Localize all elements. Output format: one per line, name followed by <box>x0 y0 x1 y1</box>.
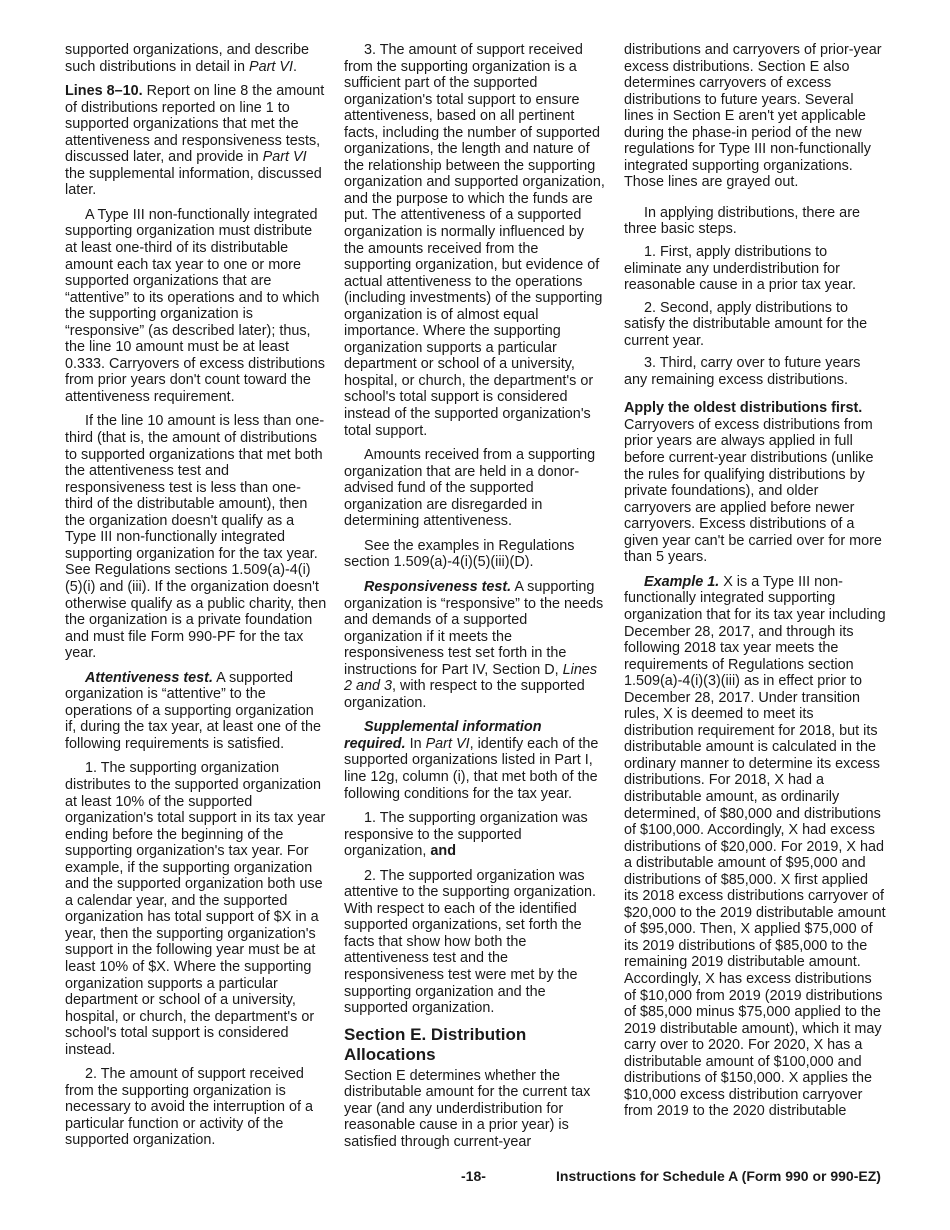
list-item: 1. The supporting organization distributes to the supported organization at least 10% of the supported organization's total support in its tax year ending before the beginning of the supporting organization's tax year. For example, if the supporting organization and the supported organization both use a calendar year, and the supported organization has total support of $X in a year, then the supporting organization's support in the following year must be at least 10% of $X. Where the supporting organization supports a particular department or school of a university, hospital, or church, the department's or school's total support is considered instead. <box>65 760 326 1058</box>
paragraph: In applying distributions, there are three basic steps. <box>624 204 860 238</box>
heading-responsiveness-test: Responsiveness test. <box>364 578 512 595</box>
list-item: 3. Third, carry over to future years any remaining excess distributions. <box>624 355 861 388</box>
heading-example-1: Example 1. <box>644 573 720 590</box>
paragraph-lines-8-10: Lines 8–10. Report on line 8 the amount of distributions reported on line 1 to supported organizations that met the attentiveness and responsiveness tests, discussed later, and provide in Part VI the supplemental information, discussed later. <box>65 83 325 199</box>
paragraph: A Type III non-functionally integrated supporting organization must distribute at least one-third of its distributable amount each tax year to one or more supported organizations that are “attentive” to its operations and to which the supporting organization is “responsive” (as described later); thus, the line 10 amount must be at least 0.333. Carryovers of excess distributions from prior years don't count toward the attentiveness requirement. <box>65 206 325 405</box>
paragraph-responsiveness: Responsiveness test. A supporting organization is “responsive” to the needs and demands of a supported organization if it meets the responsiveness test set forth in the instructions for Part IV, Section D, Lines 2 and 3, with respect to the supported organization. <box>344 578 604 711</box>
heading-apply-oldest: Apply the oldest distributions first. <box>624 400 863 417</box>
heading-supplemental-information: Supplemental information required. <box>344 719 542 752</box>
paragraph-attentiveness: Attentiveness test. A supported organization is “attentive” to the operations of a supporting organization if, during the tax year, at least one of the following requirements is satisfied. <box>65 669 321 752</box>
list-item: 1. First, apply distributions to eliminate any underdistribution for reasonable cause in a prior tax year. <box>624 244 856 294</box>
list-item: 2. Second, apply distributions to satisfy the distributable amount for the current year. <box>624 299 868 349</box>
page-number: -18- <box>461 1168 486 1184</box>
column-1 <box>65 42 327 1157</box>
paragraph: distributions and carryovers of prior-year excess distributions. Section E also determines carryovers of excess distributions to future years. Several lines in Section E aren't yet applicable during the phase-in period of the new regulations for Type III non-functionally integrated supporting organizations. Those lines are grayed out. <box>624 42 882 191</box>
paragraph: See the examples in Regulations section 1.509(a)-4(i)(5)(iii)(D). <box>344 537 575 571</box>
paragraph-example: Example 1. X is a Type III non-functionally integrated supporting organization that for its tax year including December 28, 2017, and through its following 2018 tax year meets the requirements of Regulations section 1.509(a)-4(i)(3)(iii) as in effect prior to December 28, 2017. Under transition rules, X is deemed to meet its distribution requirement for 2018, but its distributable amount is calculated in the ordinary manner to determine its excess distributions. For 2018, X had a distributable amount, as ordinarily determined, of $80,000 and distributions of $100,000. Accordingly, X had excess distributions of $20,000. For 2019, X had a distributable amount of $95,000 and distributions of $85,000. X first applied its 2018 excess distributions carryover of $20,000 to the 2019 distributable amount of $95,000. Then, X applied $75,000 of its 2019 distributions of $85,000 to the remaining 2019 distributable amount. Accordingly, X has excess distributions of $10,000 from 2019 (2019 distributions of $85,000 minus $75,000 applied to the 2019 distributable amount), which it may carry over to 2020. For 2020, X has a distributable amount of $100,000 and distributions of $150,000. X applies the $10,000 excess distribution carryover from 2019 to the 2020 distributable <box>624 573 886 1120</box>
footer-title: Instructions for Schedule A (Form 990 or 990-EZ) <box>556 1168 881 1184</box>
heading-lines-8-10: Lines 8–10. <box>65 83 143 100</box>
section-heading: Section E. Distribution Allocations <box>344 1024 527 1064</box>
list-item: 2. The amount of support received from the supporting organization is necessary to avoid the interruption of a particular function or activity of the supported organization. <box>65 1066 313 1149</box>
list-item: 2. The supported organization was attentive to the supporting organization. With respect to each of the identified supported organizations, set forth the facts that show how both the attentiveness test and the responsiveness test were met by the supporting organization and the supported organization. <box>344 867 597 1017</box>
paragraph: If the line 10 amount is less than one-third (that is, the amount of distributions to supported organizations that met both the attentiveness test and responsiveness test is less than one-third of the distributable amount), then the organization doesn't qualify as a Type III non-functionally integrated supporting organization for the tax year. See Regulations sections 1.509(a)-4(i)(5)(i) and (iii). If the organization doesn't otherwise qualify as a public charity, then the organization is a private foundation and must file Form 990-PF for the tax year. <box>65 413 327 662</box>
paragraph-supplemental: Supplemental information required. In Part VI, identify each of the supported organizations listed in Part I, line 12g, column (i), that met both of the following conditions for the tax year. <box>344 719 599 802</box>
paragraph: Amounts received from a supporting organization that are held in a donor-advised fund of the supported organization are disregarded in determining attentiveness. <box>344 447 596 530</box>
paragraph: supported organizations, and describe such distributions in detail in Part VI. <box>65 42 310 75</box>
paragraph-oldest: Apply the oldest distributions first. Carryovers of excess distributions from prior years are always applied in full before current-year distributions (unlike the rules for qualifying distributions by private foundations), and older carryovers are applied before newer carryovers. Excess distributions of a given year can't be carried over for more than 5 years. <box>624 400 882 566</box>
list-item: 1. The supporting organization was responsive to the supported organization, and <box>344 810 588 860</box>
column-3 <box>624 42 886 1128</box>
paragraph: Section E determines whether the distributable amount for the current tax year (and any underdistribution for reasonable cause in a prior year) is satisfied through current-year <box>344 1067 591 1150</box>
list-item: 3. The amount of support received from the supporting organization is a sufficient part of the supported organization's total support to ensure attentiveness, based on all pertinent facts, including the number of supported organizations, the length and nature of the relationship between the supporting organization and supported organization, and the purpose to which the funds are put. The attentiveness of a supported organization is normally influenced by the amounts received from the supporting organization, but evidence of actual attentiveness to the operations (including investments) of the supporting organization is of almost equal importance. Where the supporting organization supports a particular department or school of a university, hospital, or church, the department's or school's total support is considered instead of the supported organization's total support. <box>344 42 605 439</box>
heading-attentiveness-test: Attentiveness test. <box>85 669 213 686</box>
column-2 <box>344 42 606 1158</box>
